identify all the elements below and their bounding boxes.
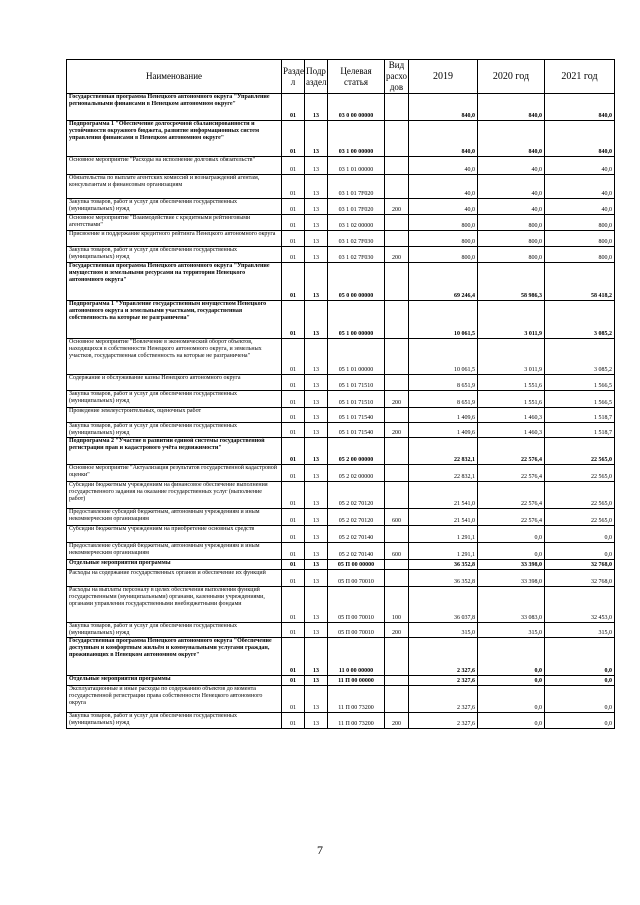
row-razdel: 01 xyxy=(282,587,305,623)
row-name: Предоставление субсидий бюджетным, автономным учреждениям и иным некоммерческим организациям xyxy=(67,509,282,526)
row-target-article: 03 1 01 7F020 xyxy=(328,199,385,215)
row-value-2019: 800,0 xyxy=(409,215,478,231)
row-name: Расходы на выплаты персоналу в целях обеспечения выполнения функций государственными (муниципальными) органами, казенными учреждениями, органами управления государственными внебюджетными фондами xyxy=(67,587,282,623)
row-razdel: 01 xyxy=(282,121,305,157)
row-razdel: 01 xyxy=(282,686,305,713)
row-name: Основное мероприятие "Актуализация результатов государственной кадастровой оценки" xyxy=(67,465,282,482)
table-row xyxy=(67,623,615,638)
table-row xyxy=(67,482,615,509)
row-value-2020: 0,0 xyxy=(478,676,545,686)
row-razdel: 01 xyxy=(282,391,305,408)
row-name: Подпрограмма 1 "Управление государственным имуществом Ненецкого автономного округа и земельными участками, государственная собственность на которые не разграничена" xyxy=(67,301,282,339)
row-razdel: 01 xyxy=(282,247,305,263)
row-name: Основное мероприятие "Взаимодействие с кредитными рейтинговыми агентствами" xyxy=(67,215,282,231)
row-name: Закупка товаров, работ и услуг для обеспечения государственных (муниципальных) нужд xyxy=(67,423,282,438)
row-expense-type xyxy=(385,94,409,121)
row-podrazdel: 13 xyxy=(305,438,328,465)
row-expense-type xyxy=(385,339,409,375)
row-value-2019: 8 651,9 xyxy=(409,375,478,391)
row-expense-type: 200 xyxy=(385,713,409,729)
row-target-article: 11 П 00 73200 xyxy=(328,686,385,713)
row-podrazdel: 13 xyxy=(305,121,328,157)
row-expense-type xyxy=(385,231,409,247)
row-value-2019: 2 327,6 xyxy=(409,713,478,729)
row-value-2020: 0,0 xyxy=(478,686,545,713)
row-expense-type: 600 xyxy=(385,543,409,560)
row-value-2020: 0,0 xyxy=(478,526,545,543)
table-row xyxy=(67,570,615,587)
row-expense-type xyxy=(385,482,409,509)
header-year-2021: 2021 год xyxy=(545,60,615,94)
row-podrazdel: 13 xyxy=(305,623,328,638)
row-name: Отдельные мероприятия программы xyxy=(67,676,282,686)
row-value-2019: 40,0 xyxy=(409,157,478,175)
row-value-2020: 33 398,0 xyxy=(478,560,545,570)
row-expense-type: 600 xyxy=(385,509,409,526)
row-value-2021: 0,0 xyxy=(545,638,615,676)
row-value-2021: 40,0 xyxy=(545,199,615,215)
row-expense-type xyxy=(385,526,409,543)
row-target-article: 05 1 00 00000 xyxy=(328,301,385,339)
row-target-article: 05 П 00 00000 xyxy=(328,560,385,570)
row-name: Закупка товаров, работ и услуг для обеспечения государственных (муниципальных) нужд xyxy=(67,391,282,408)
row-value-2019: 21 541,0 xyxy=(409,482,478,509)
row-value-2021: 32 768,0 xyxy=(545,570,615,587)
header-expense-type: Вид расхо дов xyxy=(386,60,408,92)
table-row xyxy=(67,543,615,560)
row-name: Государственная программа Ненецкого автономного округа "Управление имуществом и земельными ресурсами на территории Ненецкого автономного округа" xyxy=(67,263,282,301)
row-razdel: 01 xyxy=(282,94,305,121)
row-expense-type xyxy=(385,638,409,676)
row-podrazdel: 13 xyxy=(305,543,328,560)
row-expense-type xyxy=(385,465,409,482)
row-razdel: 01 xyxy=(282,199,305,215)
row-value-2019: 21 541,0 xyxy=(409,509,478,526)
row-value-2019: 8 651,9 xyxy=(409,391,478,408)
row-value-2020: 22 576,4 xyxy=(478,482,545,509)
row-value-2020: 33 083,0 xyxy=(478,587,545,623)
row-razdel: 01 xyxy=(282,560,305,570)
row-target-article: 05 2 02 00000 xyxy=(328,465,385,482)
row-name: Закупка товаров, работ и услуг для обеспечения государственных (муниципальных) нужд xyxy=(67,623,282,638)
row-value-2020: 1 460,3 xyxy=(478,408,545,423)
row-value-2019: 36 352,8 xyxy=(409,570,478,587)
row-value-2019: 800,0 xyxy=(409,231,478,247)
row-target-article: 03 1 01 00000 xyxy=(328,157,385,175)
row-name: Отдельные мероприятия программы xyxy=(67,560,282,570)
budget-table-sheet xyxy=(66,59,614,729)
table-row xyxy=(67,676,615,686)
row-value-2021: 0,0 xyxy=(545,686,615,713)
table-row xyxy=(67,686,615,713)
row-name: Предоставление субсидий бюджетным, автономным учреждениям и иным некоммерческим организациям xyxy=(67,543,282,560)
row-value-2019: 10 061,5 xyxy=(409,339,478,375)
row-target-article: 05 1 01 71510 xyxy=(328,391,385,408)
row-target-article: 03 1 01 7F020 xyxy=(328,175,385,199)
row-podrazdel: 13 xyxy=(305,231,328,247)
row-expense-type: 200 xyxy=(385,247,409,263)
row-value-2021: 22 565,0 xyxy=(545,509,615,526)
row-name: Расходы на содержание государственных органов и обеспечение их функций xyxy=(67,570,282,587)
row-target-article: 05 2 02 70120 xyxy=(328,482,385,509)
row-podrazdel: 13 xyxy=(305,465,328,482)
row-name: Основное мероприятие "Вовлечение в экономический оборот объектов, находящихся в собственности Ненецкого автономного округа, и земельных участков, государственная собственность на которые не разграничена" xyxy=(67,339,282,375)
row-razdel: 01 xyxy=(282,526,305,543)
row-razdel: 01 xyxy=(282,301,305,339)
row-name: Закупка товаров, работ и услуг для обеспечения государственных (муниципальных) нужд xyxy=(67,199,282,215)
row-value-2020: 0,0 xyxy=(478,638,545,676)
table-row xyxy=(67,438,615,465)
row-value-2019: 1 291,1 xyxy=(409,543,478,560)
table-row xyxy=(67,587,615,623)
row-value-2021: 0,0 xyxy=(545,713,615,729)
row-razdel: 01 xyxy=(282,423,305,438)
table-header-row xyxy=(67,60,615,94)
table-row xyxy=(67,247,615,263)
table-row xyxy=(67,423,615,438)
row-target-article: 11 0 00 00000 xyxy=(328,638,385,676)
row-target-article: 11 П 00 73200 xyxy=(328,713,385,729)
row-value-2019: 36 037,8 xyxy=(409,587,478,623)
row-podrazdel: 13 xyxy=(305,339,328,375)
row-target-article: 11 П 00 00000 xyxy=(328,676,385,686)
row-name: Проведение землеустроительных, оценочных работ xyxy=(67,408,282,423)
row-razdel: 01 xyxy=(282,465,305,482)
row-value-2019: 22 832,1 xyxy=(409,465,478,482)
row-razdel: 01 xyxy=(282,543,305,560)
header-target-article: Целевая статья xyxy=(328,60,385,94)
row-name: Закупка товаров, работ и услуг для обеспечения государственных (муниципальных) нужд xyxy=(67,713,282,729)
row-name: Государственная программа Ненецкого автономного округа "Обеспечение доступным и комфортным жильём и коммунальными услугами граждан, проживающих в Ненецком автономном округе" xyxy=(67,638,282,676)
row-podrazdel: 13 xyxy=(305,509,328,526)
row-podrazdel: 13 xyxy=(305,94,328,121)
row-value-2020: 40,0 xyxy=(478,157,545,175)
row-value-2020: 0,0 xyxy=(478,543,545,560)
row-name: Содержание и обслуживание казны Ненецкого автономного округа xyxy=(67,375,282,391)
row-value-2019: 2 327,6 xyxy=(409,676,478,686)
table-row xyxy=(67,231,615,247)
row-podrazdel: 13 xyxy=(305,408,328,423)
table-row xyxy=(67,713,615,729)
row-value-2021: 0,0 xyxy=(545,526,615,543)
row-value-2019: 840,0 xyxy=(409,121,478,157)
row-value-2021: 315,0 xyxy=(545,623,615,638)
table-row xyxy=(67,339,615,375)
row-podrazdel: 13 xyxy=(305,526,328,543)
row-podrazdel: 13 xyxy=(305,638,328,676)
row-expense-type xyxy=(385,570,409,587)
table-row xyxy=(67,263,615,301)
row-value-2019: 40,0 xyxy=(409,199,478,215)
row-razdel: 01 xyxy=(282,570,305,587)
row-value-2021: 0,0 xyxy=(545,543,615,560)
row-expense-type xyxy=(385,560,409,570)
row-target-article: 03 0 00 00000 xyxy=(328,94,385,121)
header-year-2019: 2019 xyxy=(409,60,478,94)
row-podrazdel: 13 xyxy=(305,175,328,199)
row-value-2019: 800,0 xyxy=(409,247,478,263)
row-podrazdel: 13 xyxy=(305,375,328,391)
row-target-article: 05 2 02 70140 xyxy=(328,543,385,560)
table-row xyxy=(67,375,615,391)
row-value-2021: 40,0 xyxy=(545,157,615,175)
row-value-2020: 22 576,4 xyxy=(478,438,545,465)
row-podrazdel: 13 xyxy=(305,686,328,713)
row-value-2020: 1 460,3 xyxy=(478,423,545,438)
row-value-2020: 1 551,6 xyxy=(478,375,545,391)
row-value-2020: 58 986,3 xyxy=(478,263,545,301)
table-row xyxy=(67,408,615,423)
row-razdel: 01 xyxy=(282,231,305,247)
row-podrazdel: 13 xyxy=(305,199,328,215)
row-razdel: 01 xyxy=(282,215,305,231)
row-podrazdel: 13 xyxy=(305,587,328,623)
row-value-2021: 0,0 xyxy=(545,676,615,686)
row-value-2021: 800,0 xyxy=(545,215,615,231)
row-value-2019: 2 327,6 xyxy=(409,686,478,713)
row-value-2020: 33 398,0 xyxy=(478,570,545,587)
header-podrazdel: Подр аздел xyxy=(305,60,328,94)
row-value-2021: 1 566,5 xyxy=(545,391,615,408)
table-row xyxy=(67,560,615,570)
row-expense-type xyxy=(385,686,409,713)
row-podrazdel: 13 xyxy=(305,560,328,570)
row-name: Закупка товаров, работ и услуг для обеспечения государственных (муниципальных) нужд xyxy=(67,247,282,263)
budget-table xyxy=(66,59,615,729)
table-row xyxy=(67,526,615,543)
header-razdel: Разде л xyxy=(282,60,305,94)
row-target-article: 03 1 02 00000 xyxy=(328,215,385,231)
row-value-2021: 22 565,0 xyxy=(545,482,615,509)
row-podrazdel: 13 xyxy=(305,570,328,587)
row-expense-type xyxy=(385,215,409,231)
row-target-article: 05 П 00 70010 xyxy=(328,570,385,587)
row-podrazdel: 13 xyxy=(305,482,328,509)
row-razdel: 01 xyxy=(282,623,305,638)
row-value-2020: 40,0 xyxy=(478,175,545,199)
row-value-2021: 1 518,7 xyxy=(545,423,615,438)
row-value-2021: 3 085,2 xyxy=(545,301,615,339)
row-value-2019: 1 409,6 xyxy=(409,408,478,423)
row-target-article: 05 П 00 70010 xyxy=(328,587,385,623)
row-expense-type xyxy=(385,157,409,175)
row-value-2020: 315,0 xyxy=(478,623,545,638)
table-row xyxy=(67,638,615,676)
row-value-2021: 40,0 xyxy=(545,175,615,199)
row-value-2020: 800,0 xyxy=(478,231,545,247)
row-razdel: 01 xyxy=(282,482,305,509)
row-value-2021: 800,0 xyxy=(545,231,615,247)
row-expense-type: 200 xyxy=(385,391,409,408)
row-name: Основное мероприятие "Расходы на исполнение долговых обязательств" xyxy=(67,157,282,175)
row-expense-type xyxy=(385,301,409,339)
row-value-2019: 10 061,5 xyxy=(409,301,478,339)
table-row xyxy=(67,121,615,157)
row-value-2019: 40,0 xyxy=(409,175,478,199)
row-razdel: 01 xyxy=(282,408,305,423)
row-target-article: 05 2 02 70140 xyxy=(328,526,385,543)
row-razdel: 01 xyxy=(282,339,305,375)
row-target-article: 05 2 02 70120 xyxy=(328,509,385,526)
table-row xyxy=(67,94,615,121)
row-target-article: 03 1 02 7F030 xyxy=(328,247,385,263)
row-value-2020: 0,0 xyxy=(478,713,545,729)
row-value-2021: 32 453,0 xyxy=(545,587,615,623)
table-row xyxy=(67,465,615,482)
row-value-2020: 40,0 xyxy=(478,199,545,215)
row-razdel: 01 xyxy=(282,676,305,686)
page-number: 7 xyxy=(317,843,323,857)
row-target-article: 05 1 01 71540 xyxy=(328,423,385,438)
row-value-2020: 840,0 xyxy=(478,94,545,121)
row-podrazdel: 13 xyxy=(305,391,328,408)
row-value-2021: 32 768,0 xyxy=(545,560,615,570)
row-value-2021: 1 518,7 xyxy=(545,408,615,423)
row-razdel: 01 xyxy=(282,438,305,465)
row-value-2019: 22 832,1 xyxy=(409,438,478,465)
row-name: Субсидии бюджетным учреждениям на финансовое обеспечение выполнения государственного задания на оказание государственных услуг (выполнение работ) xyxy=(67,482,282,509)
row-value-2021: 22 565,0 xyxy=(545,465,615,482)
table-row xyxy=(67,215,615,231)
row-expense-type: 200 xyxy=(385,423,409,438)
row-value-2020: 3 011,9 xyxy=(478,339,545,375)
row-expense-type xyxy=(385,121,409,157)
row-razdel: 01 xyxy=(282,638,305,676)
row-expense-type: 100 xyxy=(385,587,409,623)
row-target-article: 03 1 02 7F030 xyxy=(328,231,385,247)
row-value-2019: 1 409,6 xyxy=(409,423,478,438)
row-razdel: 01 xyxy=(282,157,305,175)
row-target-article: 05 1 01 71510 xyxy=(328,375,385,391)
row-value-2019: 69 246,4 xyxy=(409,263,478,301)
row-razdel: 01 xyxy=(282,175,305,199)
row-value-2021: 3 085,2 xyxy=(545,339,615,375)
table-row xyxy=(67,199,615,215)
row-expense-type xyxy=(385,408,409,423)
row-razdel: 01 xyxy=(282,509,305,526)
row-target-article: 05 1 01 71540 xyxy=(328,408,385,423)
row-target-article: 05 2 00 00000 xyxy=(328,438,385,465)
row-podrazdel: 13 xyxy=(305,215,328,231)
row-podrazdel: 13 xyxy=(305,713,328,729)
row-value-2021: 800,0 xyxy=(545,247,615,263)
row-name: Государственная программа Ненецкого автономного округа "Управление региональными финансами в Ненецком автономном округе" xyxy=(67,94,282,121)
row-value-2021: 1 566,5 xyxy=(545,375,615,391)
row-target-article: 05 П 00 70010 xyxy=(328,623,385,638)
table-row xyxy=(67,157,615,175)
row-target-article: 03 1 00 00000 xyxy=(328,121,385,157)
table-row xyxy=(67,301,615,339)
table-row xyxy=(67,509,615,526)
table-row xyxy=(67,391,615,408)
row-value-2020: 1 551,6 xyxy=(478,391,545,408)
row-expense-type xyxy=(385,263,409,301)
row-expense-type xyxy=(385,438,409,465)
row-name: Присвоение и поддержание кредитного рейтинга Ненецкого автономного округа xyxy=(67,231,282,247)
row-expense-type: 200 xyxy=(385,199,409,215)
row-razdel: 01 xyxy=(282,263,305,301)
row-razdel: 01 xyxy=(282,375,305,391)
row-expense-type xyxy=(385,375,409,391)
header-year-2020: 2020 год xyxy=(478,60,545,94)
row-name: Подпрограмма 1 "Обеспечение долгосрочной сбалансированности и устойчивости окружного бюджета, развитие информационных систем управления финансами в Ненецком автономном округе" xyxy=(67,121,282,157)
row-podrazdel: 13 xyxy=(305,676,328,686)
row-value-2019: 1 291,1 xyxy=(409,526,478,543)
row-podrazdel: 13 xyxy=(305,301,328,339)
row-name: Эксплуатационные и иные расходы по содержанию объектов до момента государственной регистрации права собственности Ненецкого автономного округа xyxy=(67,686,282,713)
row-value-2019: 2 327,6 xyxy=(409,638,478,676)
row-razdel: 01 xyxy=(282,713,305,729)
row-value-2019: 840,0 xyxy=(409,94,478,121)
row-name: Подпрограмма 2 "Участие в развитии единой системы государственной регистрации прав и кадастрового учёта недвижимости" xyxy=(67,438,282,465)
row-target-article: 05 0 00 00000 xyxy=(328,263,385,301)
row-podrazdel: 13 xyxy=(305,423,328,438)
row-expense-type xyxy=(385,175,409,199)
row-value-2019: 315,0 xyxy=(409,623,478,638)
row-value-2020: 3 011,9 xyxy=(478,301,545,339)
row-name: Обязательства по выплате агентских комиссий и вознаграждений агентам, консультантам и финансовым организациям xyxy=(67,175,282,199)
header-name: Наименование xyxy=(67,60,282,94)
row-value-2021: 22 565,0 xyxy=(545,438,615,465)
row-value-2021: 58 418,2 xyxy=(545,263,615,301)
row-value-2020: 800,0 xyxy=(478,247,545,263)
row-value-2021: 840,0 xyxy=(545,94,615,121)
row-value-2020: 800,0 xyxy=(478,215,545,231)
row-podrazdel: 13 xyxy=(305,157,328,175)
row-value-2020: 22 576,4 xyxy=(478,465,545,482)
row-value-2019: 36 352,8 xyxy=(409,560,478,570)
row-value-2020: 840,0 xyxy=(478,121,545,157)
row-podrazdel: 13 xyxy=(305,263,328,301)
row-name: Субсидии бюджетным учреждениям на приобретение основных средств xyxy=(67,526,282,543)
row-expense-type xyxy=(385,676,409,686)
row-value-2021: 840,0 xyxy=(545,121,615,157)
row-value-2020: 22 576,4 xyxy=(478,509,545,526)
row-target-article: 05 1 01 00000 xyxy=(328,339,385,375)
table-row xyxy=(67,175,615,199)
row-expense-type: 200 xyxy=(385,623,409,638)
row-podrazdel: 13 xyxy=(305,247,328,263)
